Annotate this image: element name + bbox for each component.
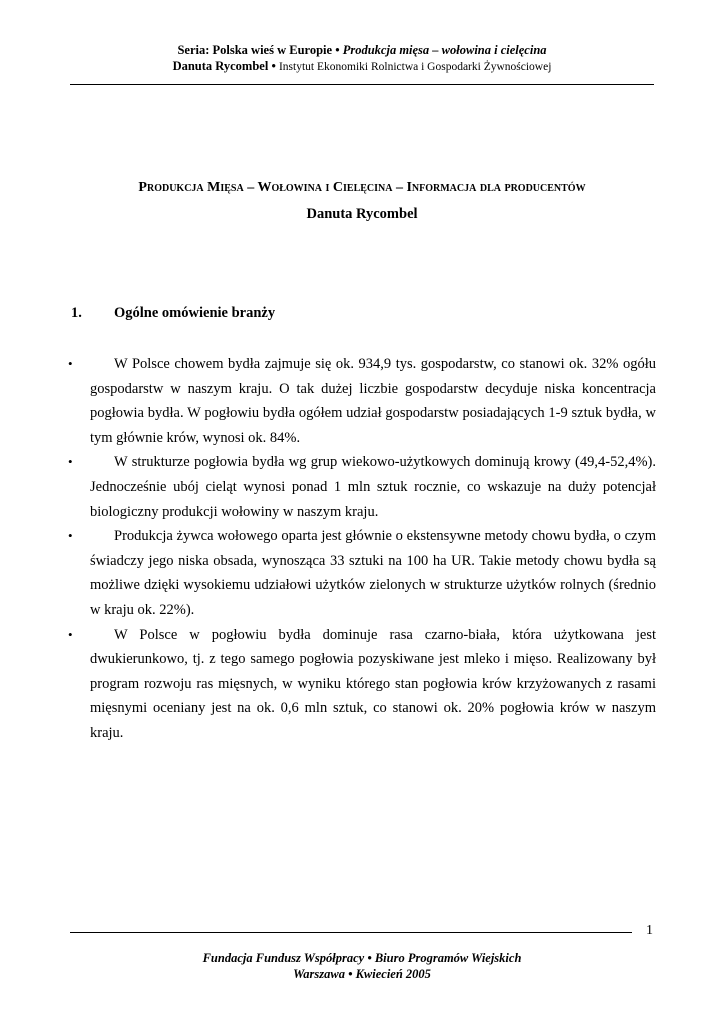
- section-heading: [71, 305, 275, 322]
- header-series-title: Produkcja mięsa – wołowina i cielęcina: [342, 43, 547, 57]
- footer-line-1: Fundacja Fundusz Współpracy • Biuro Programów Wiejskich: [202, 951, 522, 965]
- list-item: • W Polsce w pogłowiu bydła dominuje rasa czarno-biała, która użytkowana jest dwukierunkowo, tj. z tego samego pogłowia pozyskiwane jest mleko i mięso. Realizowany był program rozwoju ras mięsnych, w wyniku którego stan pogłowia krów krzyżowanych z rasami mięsnymi oceniany jest na ok. 0,6 mln sztuk, co stanowi ok. 20% pogłowia krów w naszym kraju.: [68, 623, 656, 746]
- page-footer: [0, 950, 724, 982]
- bullet-list: [68, 352, 656, 746]
- header-series-label: Seria: Polska wieś w Europie: [177, 43, 333, 57]
- header-institute: Instytut Ekonomiki Rolnictwa i Gospodarki Żywnościowej: [278, 61, 552, 73]
- footer-line-2: Warszawa • Kwiecień 2005: [293, 967, 431, 981]
- header-rule: [70, 84, 654, 85]
- page-header: [0, 42, 724, 75]
- bullet-icon: •: [68, 356, 73, 371]
- header-author: Danuta Rycombel: [172, 59, 269, 73]
- bullet-icon: •: [68, 626, 73, 642]
- footer-rule: [70, 932, 632, 933]
- header-author-line: Danuta Rycombel • Instytut Ekonomiki Rolnictwa i Gospodarki Żywnościowej: [172, 59, 552, 73]
- section-title: Ogólne omówienie branży: [114, 305, 276, 321]
- header-series-line: Seria: Polska wieś w Europie • Produkcja mięsa – wołowina i cielęcina: [177, 43, 547, 57]
- document-author: Danuta Rycombel: [306, 206, 418, 222]
- list-item: • Produkcja żywca wołowego oparta jest głównie o ekstensywne metody chowu bydła, o czym świadczy jego niska obsada, wynosząca 33 sztuki na 100 ha UR. Takie metody chowu bydła są możliwe dzięki wysokiemu udziałowi użytków zielonych w strukturze użytków rolnych (średnio w kraju ok. 22%).: [68, 524, 656, 622]
- page-number: 1: [646, 923, 653, 938]
- section-number: 1.: [71, 305, 82, 321]
- bullet-icon: •: [68, 454, 73, 470]
- bullet-icon: •: [68, 528, 73, 544]
- list-item: • W Polsce chowem bydła zajmuje się ok. 934,9 tys. gospodarstw, co stanowi ok. 32% ogółu gospodarstw w naszym kraju. O tak dużej liczbie gospodarstw decyduje niska koncentracja pogłowia bydła. W pogłowiu bydła ogółem udział gospodarstw posiadających 1-9 sztuk bydła, w tym głównie krów, wynosi ok. 84%.: [68, 352, 656, 450]
- list-item: • W strukturze pogłowia bydła wg grup wiekowo-użytkowych dominują krowy (49,4-52,4%). Jednocześnie ubój cieląt wynosi ponad 1 mln sztuk rocznie, co wskazuje na duży potencjał biologiczny produkcji wołowiny w naszym kraju.: [68, 450, 656, 524]
- document-title: Produkcja Mięsa – Wołowina i Cielęcina – Informacja dla producentów: [138, 180, 586, 195]
